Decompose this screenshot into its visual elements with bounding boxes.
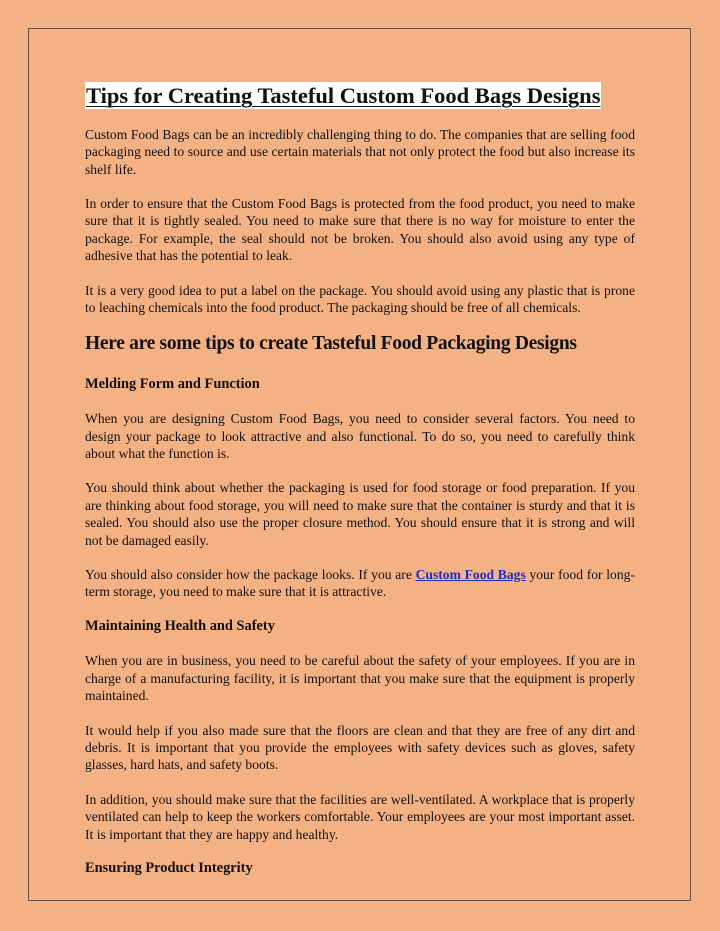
melding-paragraph-2: You should think about whether the packaging is used for food storage or food preparation. If you are thinking about food storage, you will need to make sure that the container is sturdy and that it is sealed. You should also use the proper closure method. You should ensure that it is strong and will not be damaged easily. (85, 480, 635, 548)
tips-heading: Here are some tips to create Tasteful Food Packaging Designs (85, 333, 577, 355)
melding-paragraph-3 (85, 566, 635, 601)
intro-paragraph-3: It is a very good idea to put a label on the package. You should avoid using any plastic that is prone to leaching chemicals into the food product. The packaging should be free of all chemicals. (85, 282, 635, 315)
section-heading-product-integrity: Ensuring Product Integrity (85, 859, 253, 876)
health-paragraph-1: When you are in business, you need to be careful about the safety of your employees. If you are in charge of a manufacturing facility, it is important that you make sure that the equipment is properly maintained. (85, 653, 635, 704)
document-title-text: Tips for Creating Tasteful Custom Food Bags Designs (86, 83, 601, 108)
document-title (85, 84, 635, 109)
melding-paragraph-1: When you are designing Custom Food Bags, you need to consider several factors. You need to design your package to look attractive and also functional. To do so, you need to carefully think about what the function is. (85, 411, 635, 462)
melding-paragraph-3-end: your food for long-term storage, you need to make sure that it is attractive. (85, 567, 635, 600)
section-heading-melding: Melding Form and Function (85, 375, 260, 392)
intro-paragraph-2: In order to ensure that the Custom Food Bags is protected from the food product, you need to make sure that it is tightly sealed. You need to make sure that there is no way for moisture to enter the package. For example, the seal should not be broken. You should also avoid using any type of adhesive that has the potential to leak. (85, 195, 635, 264)
custom-food-bags-link[interactable]: Custom Food Bags (415, 567, 526, 583)
health-paragraph-3: In addition, you should make sure that the facilities are well-ventilated. A workplace that is properly ventilated can help to keep the workers comfortable. Your employees are your most important asset. It is important that they are happy and healthy. (85, 791, 635, 842)
document-body (85, 84, 635, 894)
health-paragraph-2: It would help if you also made sure that the floors are clean and that they are free of any dirt and debris. It is important that you provide the employees with safety devices such as gloves, safety glasses, hard hats, and safety boots. (85, 722, 635, 773)
melding-paragraph-3-start: You should also consider how the package looks. If you are (85, 567, 416, 583)
section-heading-health-safety: Maintaining Health and Safety (85, 617, 275, 634)
intro-paragraph-1: Custom Food Bags can be an incredibly challenging thing to do. The companies that are selling food packaging need to source and use certain materials that not only protect the food but also increase its shelf life. (85, 126, 635, 177)
